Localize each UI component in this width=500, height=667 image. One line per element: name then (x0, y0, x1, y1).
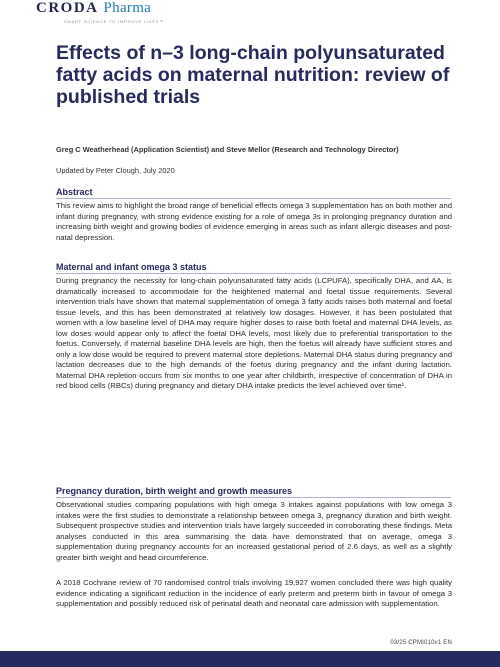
maternal-heading: Maternal and infant omega 3 status (56, 262, 207, 272)
brand-tagline: SMART SCIENCE TO IMPROVE LIVES™ (64, 19, 165, 24)
maternal-body: During pregnancy the necessity for long-chain polyunsaturated fatty acids (LCPUFA), specifically DHA, and AA, is dramatically increased to accommodate for the heightened maternal and foetal tissue requirements. Several intervention trials have shown that maternal supplementation of omega 3 fatty acids raises both maternal and foetal tissue levels, and this has been demonstrated at relatively low dosages. However, it has been postulated that women with a low baseline level of DHA may require higher doses to raise both foetal and maternal DHA levels, as low doses would appear only to affect the foetal DHA levels, most likely due to preferential transportation to the foetus. Conversely, if maternal baseline DHA levels are high, then the foetus will already have sufficient stores and only a low dose would be required to prevent maternal store depletions. Maternal DHA status during pregnancy and lactation decreases due to the high demands of the foetus during pregnancy and the infant during lactation. Maternal DHA repletion occurs from six months to one year after childbirth, irrespective of concentration of DHA in red blood cells (RBCs) during pregnancy and dietary DHA intake predicts the level achieved over time¹. (56, 276, 452, 391)
pregnancy-body: Observational studies comparing populations with high omega 3 intakes against populations with low omega 3 intakes were the first studies to demonstrate a relationship between omega 3, pregnancy duration and birth weight. Subsequent prospective studies and intervention trials have largely succeeded in corroborating these findings. Meta analyses conducted in this area summarising the data have demonstrated that on average, omega 3 supplementation during pregnancy accounts for an increased gestational period of 2.6 days, as well as a slightly greater birth weight and head circumference. (56, 500, 452, 562)
brand-division: Pharma (103, 0, 152, 16)
section-divider (56, 198, 451, 199)
document-updated: Updated by Peter Clough, July 2020 (56, 166, 175, 175)
document-code: 03/25 CPMI010v1 EN (390, 640, 452, 646)
pregnancy-heading: Pregnancy duration, birth weight and growth measures (56, 486, 293, 496)
footer-bar (0, 651, 500, 667)
section-divider (56, 273, 451, 274)
document-title: Effects of n–3 long-chain polyunsaturated fatty acids on maternal nutrition: review of published trials (56, 42, 450, 108)
brand-name: CRODA (36, 0, 99, 16)
pregnancy-body-2: A 2018 Cochrane review of 70 randomised control trials involving 19,927 women concluded there was high quality evidence indicating a significant reduction in the incidence of early preterm and preterm birth in favour of omega 3 supplementation and possibly reduced risk of perinatal death and neonatal care admission with supplementation. (56, 578, 452, 609)
section-divider (56, 497, 451, 498)
document-authors: Greg C Weatherhead (Application Scientist) and Steve Mellor (Research and Technology Director) (56, 145, 399, 154)
abstract-body: This review aims to highlight the broad range of beneficial effects omega 3 supplementation has on both mother and infant during pregnancy, with strong evidence existing for a role of omega 3s in prolonging pregnancy duration and increasing birth weight and growing bodies of evidence emerging in areas such as infant allergic diseases and post-natal depression. (56, 201, 452, 242)
abstract-heading: Abstract (56, 187, 93, 197)
